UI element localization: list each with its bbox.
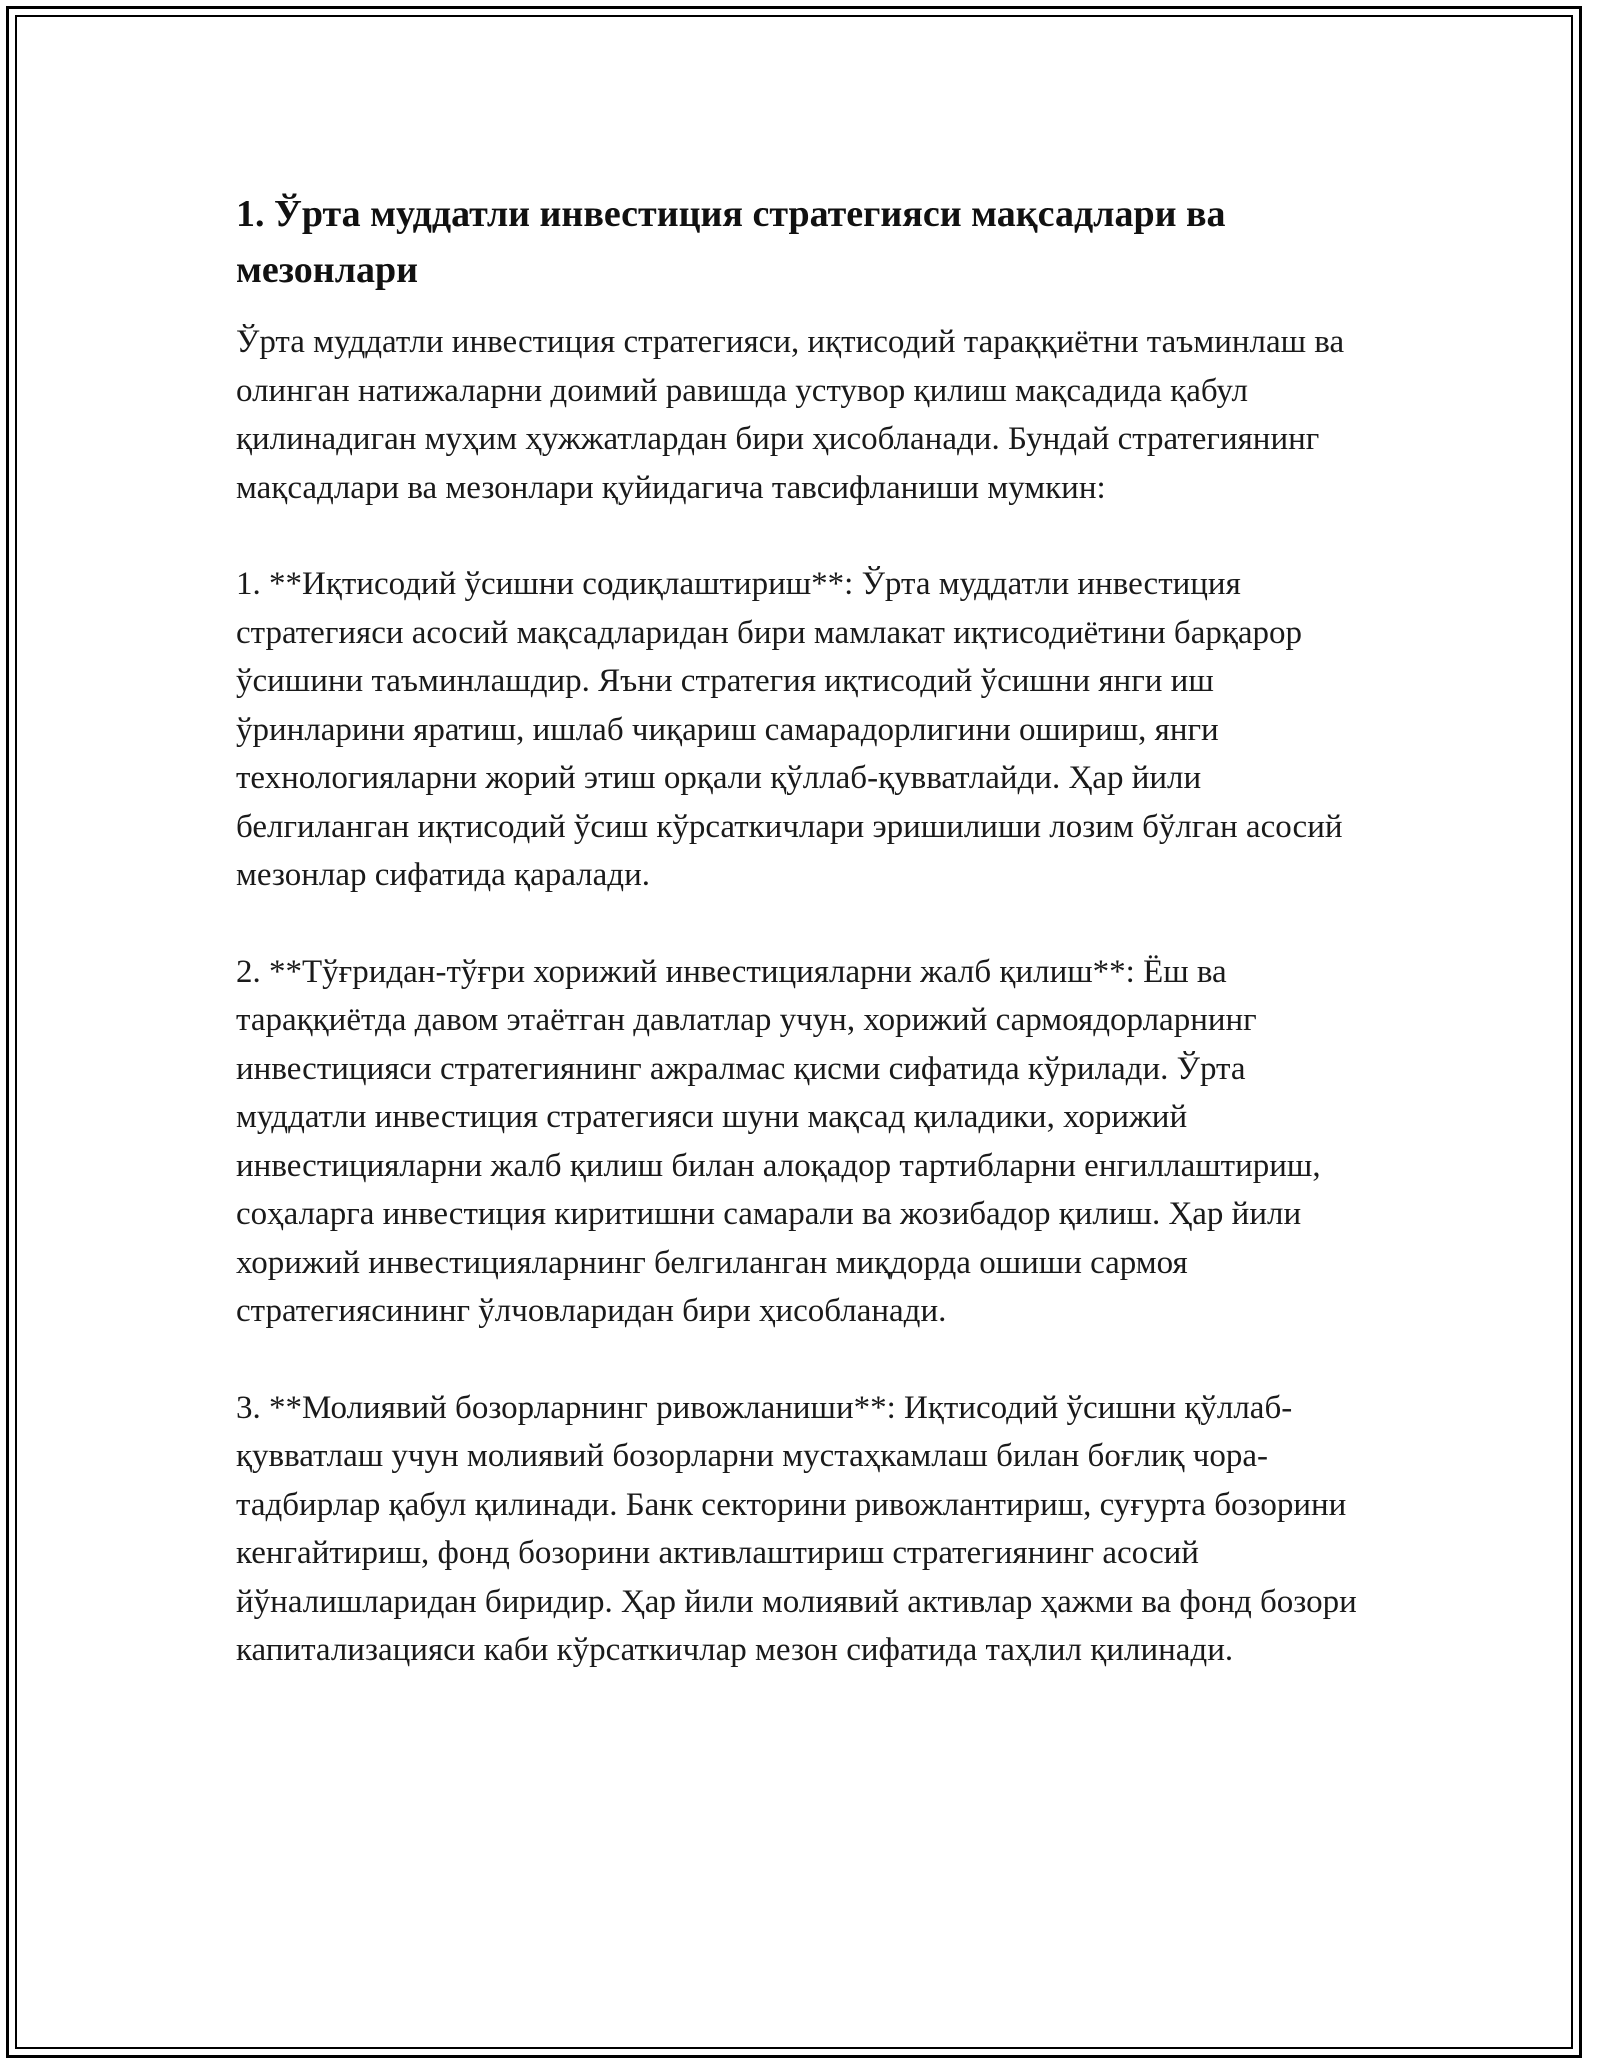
- list-item-financial-markets: 3. **Молиявий бозорларнинг ривожланиши**: Иқтисодий ўсишни қўллаб-қувватлаш учун молиявий бозорларни мустаҳкамлаш билан боғлиқ чора-тадбирлар қабул қилинади. Банк секторини ривожлантириш, суғурта бозорини кенгайтириш, фонд бозорини активлаштириш стратегиянинг асосий йўналишларидан биридир. Ҳар йили молиявий активлар ҳажми ва фонд бозори капитализацияси каби кўрсаткичлар мезон сифатида таҳлил қилинади.: [236, 1389, 1357, 1668]
- section-heading: 1. Ўрта муддатли инвестиция стратегияси мақсадлари ва мезонлари: [236, 193, 1226, 291]
- document-body: [236, 186, 1376, 1723]
- list-item-economic-growth: 1. **Иқтисодий ўсишни содиқлаштириш**: Ўрта муддатли инвестиция стратегияси асосий мақсадларидан бири мамлакат иқтисодиётини барқарор ўсишини таъминлашдир. Яъни стратегия иқтисодий ўсишни янги иш ўринларини яратиш, ишлаб чиқариш самарадорлигини ошириш, янги технологияларни жорий этиш орқали қўллаб-қувватлайди. Ҳар йили белгиланган иқтисодий ўсиш кўрсаткичлари эришилиши лозим бўлган асосий мезонлар сифатида қаралади.: [236, 566, 1343, 893]
- list-item-foreign-investment: 2. **Тўғридан-тўғри хорижий инвестицияларни жалб қилиш**: Ёш ва тараққиётда давом этаётган давлатлар учун, хорижий сармоядорларнинг инвестицияси стратегиянинг ажралмас қисми сифатида кўрилади. Ўрта муддатли инвестиция стратегияси шуни мақсад қиладики, хорижий инвестицияларни жалб қилиш билан алоқадор тартибларни енгиллаштириш, соҳаларга инвестиция киритишни самарали ва жозибадор қилиш. Ҳар йили хорижий инвестицияларнинг белгиланган миқдорда ошиши сармоя стратегиясининг ўлчовларидан бири ҳисобланади.: [236, 953, 1321, 1329]
- intro-paragraph: Ўрта муддатли инвестиция стратегияси, иқтисодий тараққиётни таъминлаш ва олинган натижаларни доимий равишда устувор қилиш мақсадида қабул қилинадиган муҳим ҳужжатлардан бири ҳисобланади. Бундай стратегиянинг мақсадлари ва мезонлари қуйидагича тавсифланиши мумкин:: [236, 324, 1345, 506]
